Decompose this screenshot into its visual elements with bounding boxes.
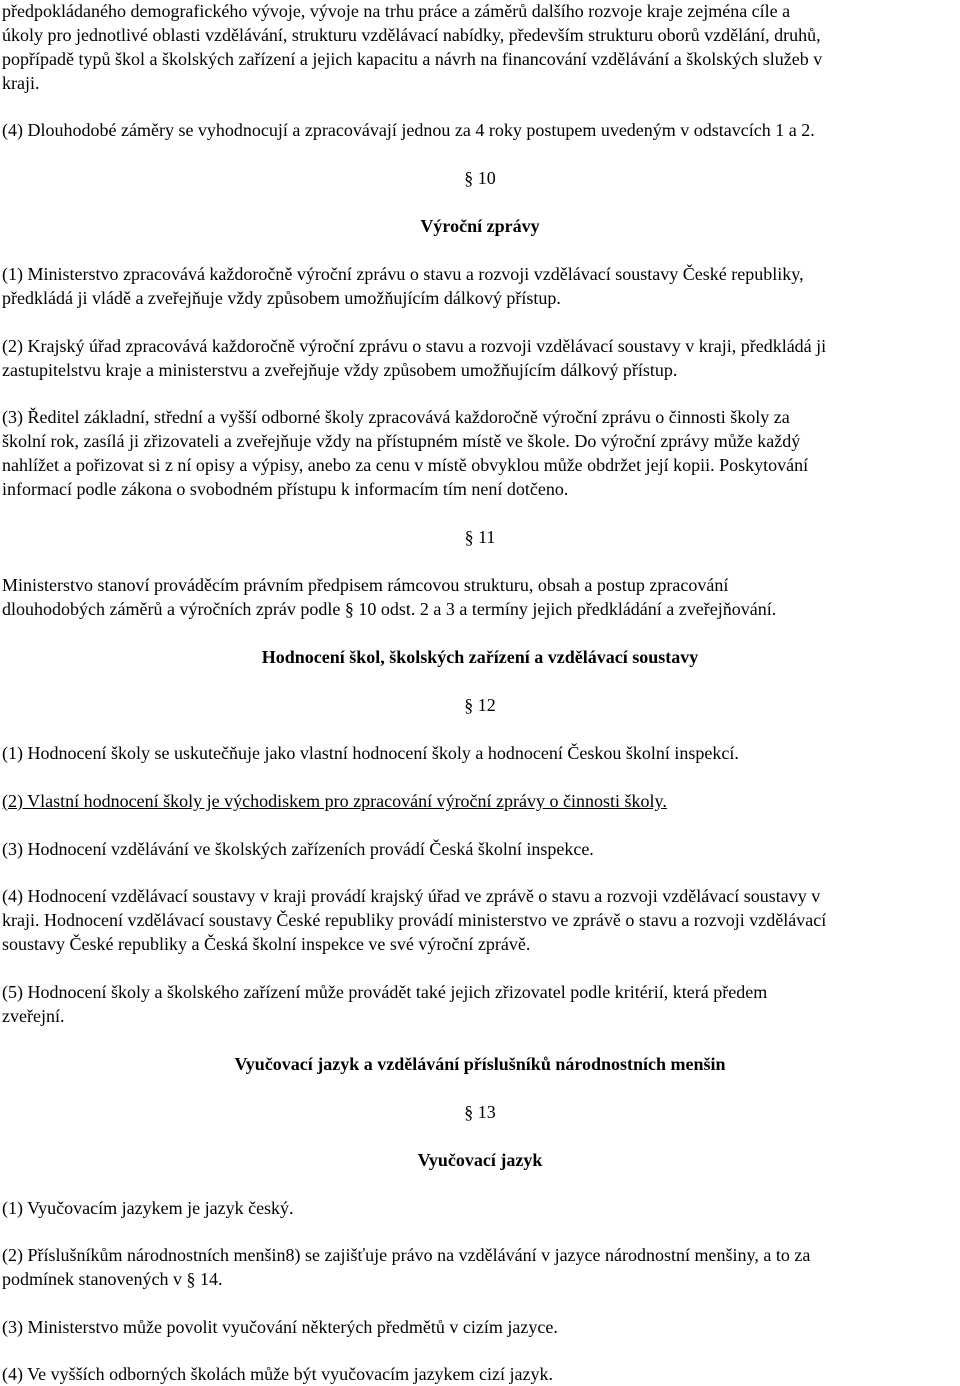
intro-line: kraji. [2,73,40,93]
intro-line: předpokládaného demografického vývoje, vývoje na trhu práce a záměrů dalšího rozvoje kraje zejména cíle a [2,1,791,21]
paragraph-line: dlouhodobých záměrů a výročních zpráv podle § 10 odst. 2 a 3 a termíny jejich předkládání a zveřejňování. [2,599,777,619]
section-12-paragraph-3 [2,837,958,861]
section-10-number: § 10 [464,168,496,188]
section-13-paragraph-3 [2,1315,958,1339]
paragraph-line: podmínek stanovených v § 14. [2,1269,223,1289]
intro-line: úkoly pro jednotlivé oblasti vzdělávání, strukturu vzdělávací nabídky, především strukturu oborů vzdělání, druhů, [2,25,821,45]
section-12-number: § 12 [464,695,496,715]
section-12-paragraph-4 [2,884,958,956]
intro-line: popřípadě typů škol a školských zařízení a jejich kapacitu a návrh na financování vzdělávání a školských služeb v [2,49,823,69]
paragraph-line: zastupitelstvu kraje a ministerstvu a zveřejňuje vždy způsobem umožňujícím dálkový přístup. [2,360,678,380]
paragraph-line: (3) Ministerstvo může povolit vyučování některých předmětů v cizím jazyce. [2,1317,558,1337]
section-10-paragraph-2 [2,334,958,382]
paragraph-line: (2) Krajský úřad zpracovává každoročně výroční zprávu o stavu a rozvoji vzdělávací soustavy v kraji, předkládá ji [2,336,827,356]
section-13-title: Vyučovací jazyk [417,1150,543,1170]
paragraph-line: soustavy České republiky a Česká školní inspekce ve své výroční zprávě. [2,934,531,954]
section-10-title: Výroční zprávy [420,216,540,236]
heading-hodnoceni: Hodnocení škol, školských zařízení a vzdělávací soustavy [261,647,699,667]
paragraph-line: (4) Hodnocení vzdělávací soustavy v kraji provádí krajský úřad ve zprávě o stavu a rozvoji vzdělávací soustavy v [2,886,821,906]
paragraph-line: (3) Ředitel základní, střední a vyšší odborné školy zpracovává každoročně výroční zprávu o činnosti školy za [2,407,790,427]
intro-paragraph [2,0,958,95]
paragraph-line: nahlížet a pořizovat si z ní opisy a výpisy, anebo za cenu v místě obvyklou může obdržet její kopii. Poskytování [2,455,809,475]
paragraph-line: (1) Hodnocení školy se uskutečňuje jako vlastní hodnocení školy a hodnocení Českou školní inspekcí. [2,743,739,763]
section-10-paragraph-3 [2,405,958,501]
section-11-paragraph [2,573,958,621]
section-13-number: § 13 [464,1102,496,1122]
paragraph-line: (5) Hodnocení školy a školského zařízení může provádět také jejich zřizovatel podle kritérií, která předem [2,982,768,1002]
section-12-paragraph-5 [2,980,958,1028]
paragraph-text: (4) Dlouhodobé záměry se vyhodnocují a zpracovávají jednou za 4 roky postupem uvedeným v odstavcích 1 a 2. [2,120,815,140]
paragraph-line: informací podle zákona o svobodném přístupu k informacím tím není dotčeno. [2,479,569,499]
paragraph-line: Ministerstvo stanoví prováděcím právním předpisem rámcovou strukturu, obsah a postup zpracování [2,575,729,595]
section-13-paragraph-2 [2,1243,958,1291]
paragraph-line: zveřejní. [2,1006,65,1026]
heading-jazyk: Vyučovací jazyk a vzdělávání příslušníků národnostních menšin [234,1054,726,1074]
paragraph-line: (1) Ministerstvo zpracovává každoročně výroční zprávu o stavu a rozvoji vzdělávací soustavy České republiky, [2,264,804,284]
paragraph-line: (1) Vyučovacím jazykem je jazyk český. [2,1198,294,1218]
paragraph-line: (2) Příslušníkům národnostních menšin8) se zajišťuje právo na vzdělávání v jazyce národnostní menšiny, a to za [2,1245,811,1265]
paragraph-line: předkládá ji vládě a zveřejňuje vždy způsobem umožňujícím dálkový přístup. [2,288,561,308]
section-12-paragraph-2 [2,789,958,813]
paragraph-line: kraji. Hodnocení vzdělávací soustavy České republiky provádí ministerstvo ve zprávě o stavu a rozvoji vzdělávací [2,910,827,930]
section-12-paragraph-1 [2,741,958,765]
paragraph-line: (3) Hodnocení vzdělávání ve školských zařízeních provádí Česká školní inspekce. [2,839,594,859]
section-10-paragraph-1 [2,262,958,310]
paragraph-9-4 [2,118,958,142]
section-13-paragraph-1 [2,1196,958,1220]
paragraph-line: (4) Ve vyšších odborných školách může být vyučovacím jazykem cizí jazyk. [2,1364,554,1384]
paragraph-line: (2) Vlastní hodnocení školy je východiskem pro zpracování výroční zprávy o činnosti školy. [2,791,667,811]
section-11-number: § 11 [464,527,496,547]
section-13-paragraph-4 [2,1362,958,1386]
paragraph-line: školní rok, zasílá ji zřizovateli a zveřejňuje vždy na přístupném místě ve škole. Do výroční zprávy může každý [2,431,801,451]
